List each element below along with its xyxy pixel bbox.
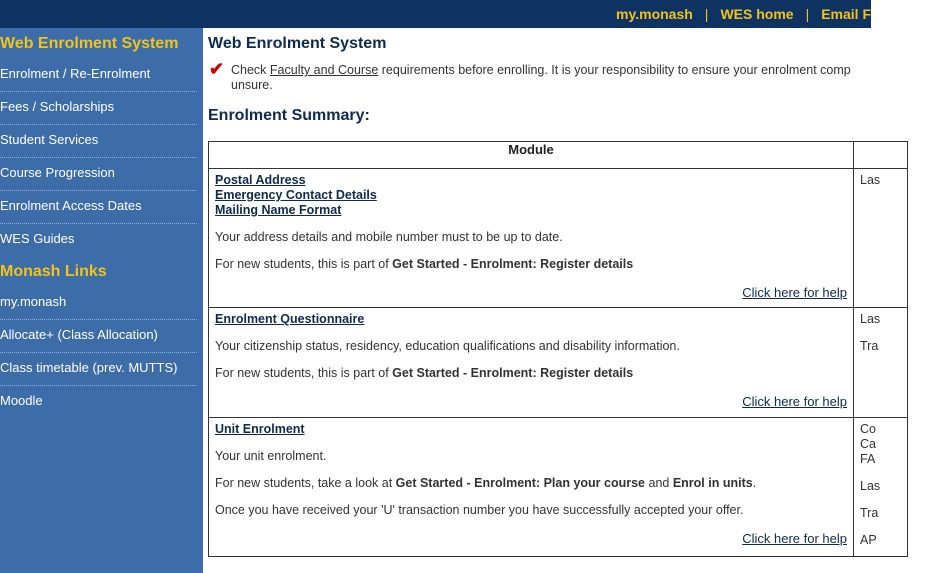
sidebar-item-student-services[interactable]: Student Services <box>0 125 197 158</box>
enrolment-questionnaire-link[interactable]: Enrolment Questionnaire <box>215 312 365 326</box>
right-header <box>854 142 908 169</box>
status-text: AP <box>860 533 877 547</box>
status-text: Ca <box>860 437 876 451</box>
sidebar-item-class-timetable[interactable]: Class timetable (prev. MUTTS) <box>0 353 197 386</box>
module-header: Module <box>209 142 854 169</box>
notice-text: requirements before enrolling. It is your responsibility to ensure your enrolment comp <box>378 63 851 77</box>
wes-home-link[interactable]: WES home <box>720 6 794 22</box>
top-links <box>616 6 871 22</box>
notice-text: Check <box>231 63 270 77</box>
sidebar <box>0 28 203 573</box>
status-text: Las <box>860 479 881 493</box>
notice <box>208 59 951 93</box>
sidebar-heading-wes: Web Enrolment System <box>0 35 179 52</box>
module-cell <box>209 418 854 557</box>
sidebar-item-allocate[interactable]: Allocate+ (Class Allocation) <box>0 320 197 353</box>
top-bar <box>0 0 871 28</box>
help-link[interactable]: Click here for help <box>742 285 847 300</box>
sidebar-heading-monash-links: Monash Links <box>0 263 107 280</box>
sidebar-item-moodle[interactable]: Moodle <box>0 393 43 408</box>
row-note: For new students, take a look at Get Started - Enrolment: Plan your course and Enrol in units. <box>215 476 757 490</box>
emergency-contact-link[interactable]: Emergency Contact Details <box>215 188 377 202</box>
faculty-course-link[interactable]: Faculty and Course <box>269 63 379 77</box>
row-description: Your address details and mobile number must to be up to date. <box>215 230 563 244</box>
table-row <box>209 418 908 557</box>
module-cell <box>209 169 854 308</box>
my-monash-link[interactable]: my.monash <box>616 6 693 22</box>
status-text: Tra <box>860 506 879 520</box>
main-content <box>208 28 881 547</box>
status-cell <box>854 308 908 418</box>
sidebar-item-course-progression[interactable]: Course Progression <box>0 158 197 191</box>
table-row <box>209 169 908 308</box>
checkmark-icon: ✔ <box>209 59 225 79</box>
email-link[interactable]: Email F <box>821 6 871 22</box>
help-link[interactable]: Click here for help <box>742 531 847 546</box>
module-cell <box>209 308 854 418</box>
status-cell <box>854 418 908 557</box>
status-text: Co <box>860 422 876 436</box>
row-description: Your unit enrolment. <box>215 449 327 463</box>
status-cell <box>854 169 908 308</box>
status-text: Las <box>860 173 881 187</box>
table-row <box>209 308 908 418</box>
sidebar-item-my-monash[interactable]: my.monash <box>0 287 197 320</box>
row-extra: Once you have received your 'U' transaction number you have successfully accepted your offer. <box>215 503 744 517</box>
sidebar-item-enrolment[interactable]: Enrolment / Re-Enrolment <box>0 59 197 92</box>
row-note: For new students, this is part of Get Started - Enrolment: Register details <box>215 257 634 271</box>
status-text: Las <box>860 312 881 326</box>
sidebar-item-fees[interactable]: Fees / Scholarships <box>0 92 197 125</box>
status-text: Tra <box>860 339 879 353</box>
sidebar-item-access-dates[interactable]: Enrolment Access Dates <box>0 191 197 224</box>
help-link[interactable]: Click here for help <box>742 394 847 409</box>
sidebar-item-wes-guides[interactable]: WES Guides <box>0 231 75 246</box>
mailing-name-link[interactable]: Mailing Name Format <box>215 203 342 217</box>
notice-text: unsure. <box>231 78 273 92</box>
separator: | <box>704 6 709 22</box>
summary-heading: Enrolment Summary: <box>208 107 370 124</box>
enrolment-summary-table <box>208 141 908 557</box>
row-note: For new students, this is part of Get Started - Enrolment: Register details <box>215 366 634 380</box>
separator: | <box>805 6 810 22</box>
unit-enrolment-link[interactable]: Unit Enrolment <box>215 422 305 436</box>
page-title: Web Enrolment System <box>208 35 387 52</box>
postal-address-link[interactable]: Postal Address <box>215 173 306 187</box>
status-text: FA <box>860 452 876 466</box>
row-description: Your citizenship status, residency, education qualifications and disability information. <box>215 339 680 353</box>
